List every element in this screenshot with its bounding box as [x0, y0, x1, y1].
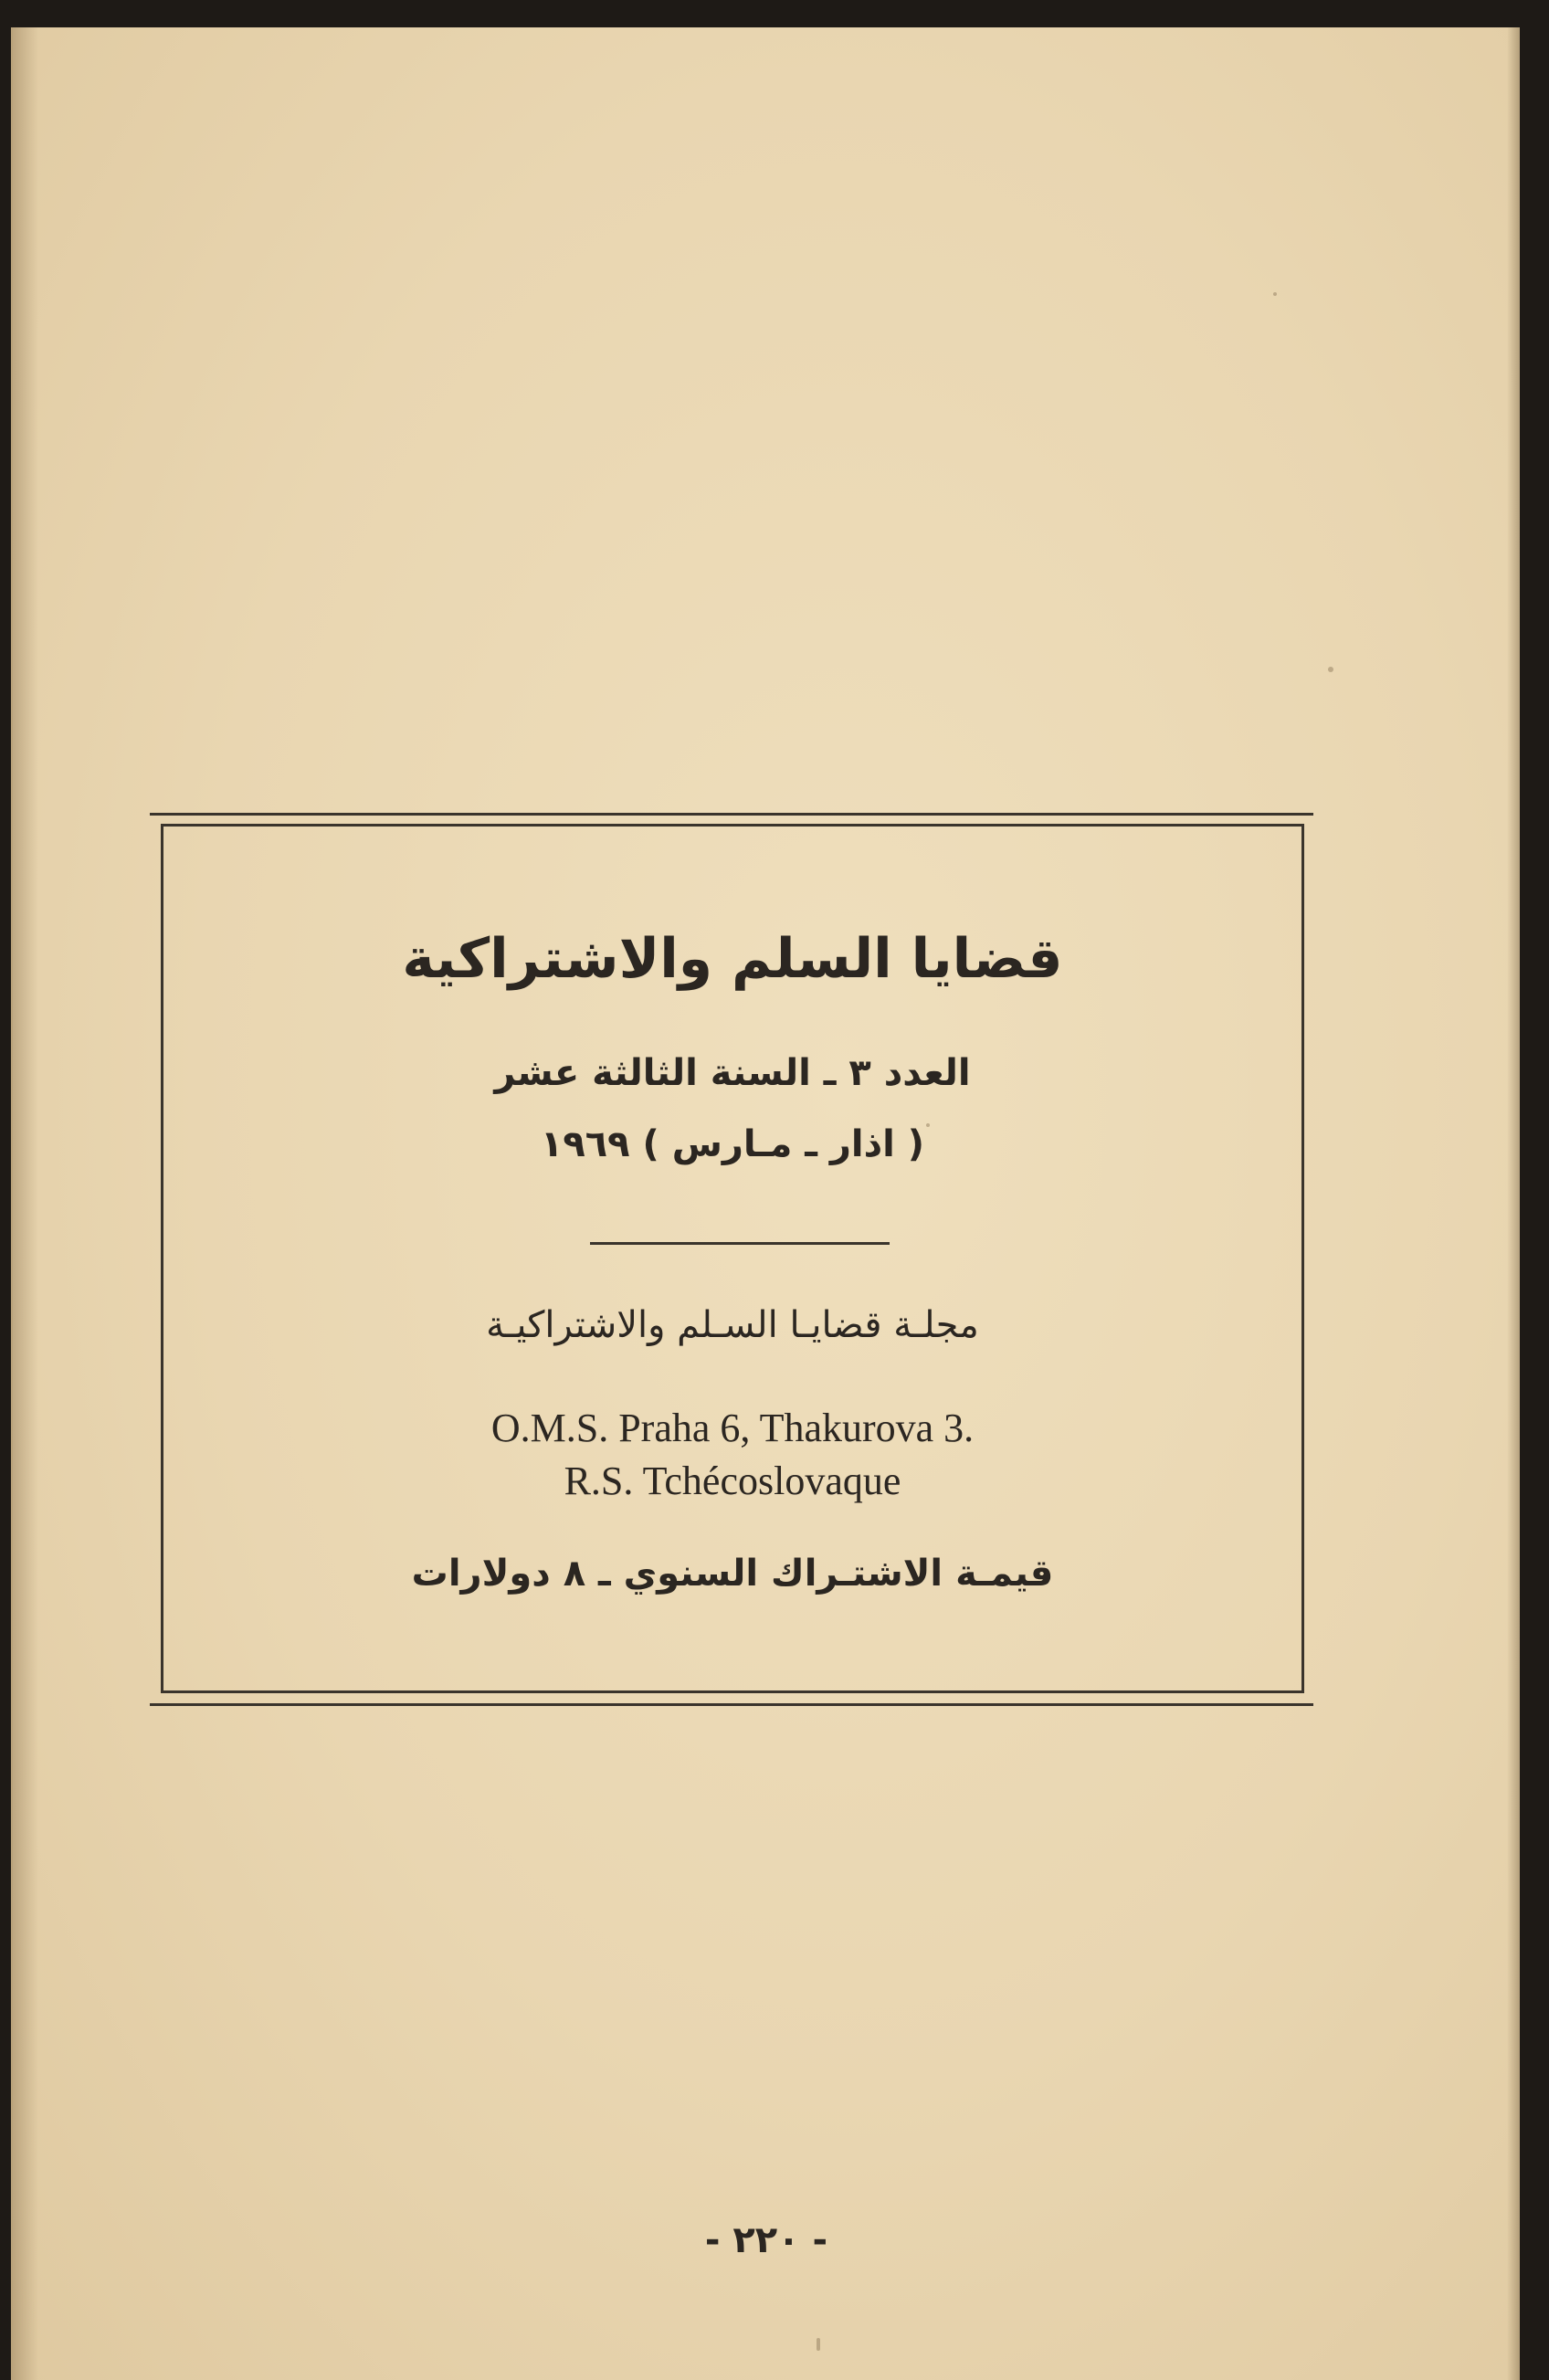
- page-number: - ٢٢٠ -: [704, 2219, 828, 2261]
- address-line-1: O.M.S. Praha 6, Thakurova 3.: [490, 1406, 975, 1450]
- issue-line: العدد ٣ ـ السنة الثالثة عشر: [494, 1052, 971, 1094]
- address-line-2: R.S. Tchécoslovaque: [564, 1459, 901, 1503]
- journal-name: مجلـة قضايـا السـلم والاشتراكيـة: [486, 1304, 979, 1346]
- paper-speck: [817, 2338, 820, 2351]
- journal-title: قضايا السلم والاشتراكية: [402, 927, 1063, 991]
- divider-rule: [590, 1242, 890, 1245]
- spine-shadow: [13, 27, 38, 2380]
- subscription-price-line: قيمـة الاشتـراك السنوي ـ ٨ دولارات: [411, 1553, 1054, 1595]
- page-edge-shadow: [1507, 27, 1520, 2380]
- scanned-page: [11, 27, 1520, 2380]
- date-line: ( اذار ـ مـارس ) ١٩٦٩: [540, 1123, 925, 1165]
- paper-speck: [1273, 292, 1277, 296]
- publication-info-box: [150, 813, 1313, 1701]
- paper-speck: [1328, 667, 1333, 672]
